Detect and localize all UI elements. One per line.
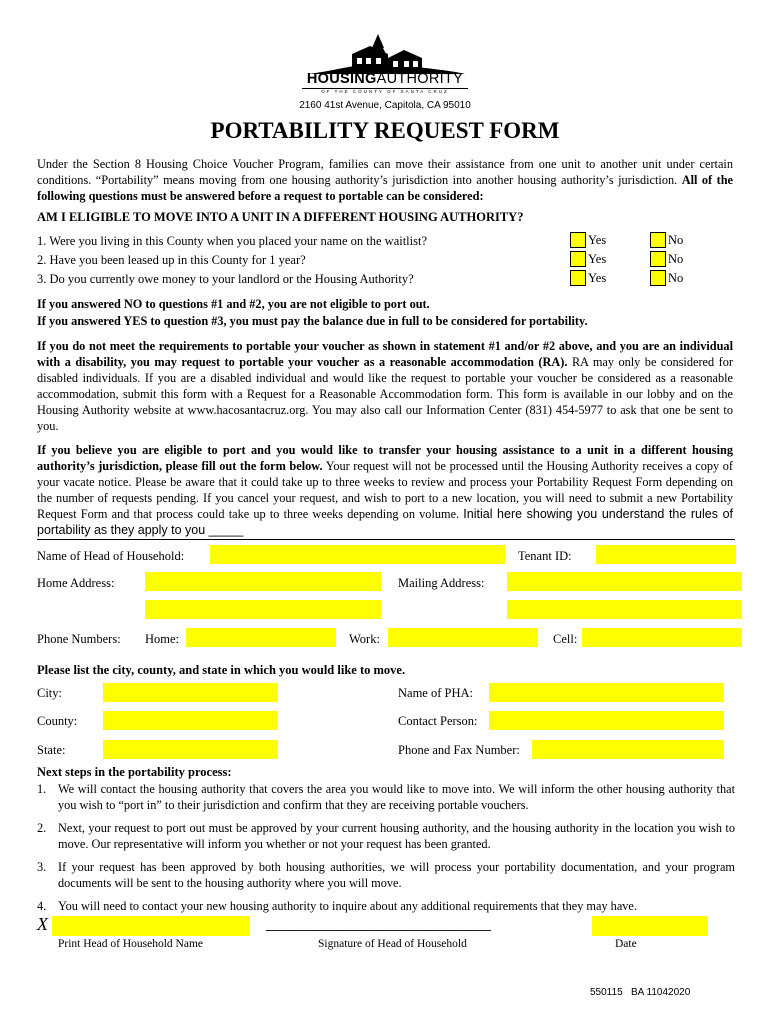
initial-line: Initial here showing you understand the rules of portability as they apply to you _____ [37, 507, 733, 537]
cell-phone-field[interactable] [582, 628, 742, 647]
intro-paragraph [37, 156, 733, 204]
home-phone-field[interactable] [186, 628, 336, 647]
eligibility-note-2: If you answered YES to question #3, you must pay the balance due in full to be considered for portability. [37, 314, 588, 328]
head-name-field[interactable] [210, 545, 505, 564]
date-label: Date [615, 938, 637, 950]
tenant-id-field[interactable] [596, 545, 736, 564]
move-heading: Please list the city, county, and state in which you would like to move. [37, 663, 406, 677]
q3-no-checkbox[interactable] [650, 270, 666, 286]
print-name-field[interactable] [52, 916, 250, 936]
ra-text: RA may only be considered for disabled individuals. If you are a disabled individual and would like the request to portable your voucher be considered as a reasonable accommodation, submit this form with a Request for a Reasonable Accommodation form. This form is available in our lobby and on the Housing Authority website at www.hacosantacruz.org. You may also call our Information Center (831) 454-5977 to ask that one be sent to you. [37, 355, 733, 433]
contact-label: Contact Person: [398, 714, 478, 728]
q2-yes-checkbox[interactable] [570, 251, 586, 267]
eligibility-heading: AM I ELIGIBLE TO MOVE INTO A UNIT IN A DIFFERENT HOUSING AUTHORITY? [37, 210, 524, 224]
print-name-label: Print Head of Household Name [58, 938, 203, 950]
home-address-field-1[interactable] [145, 572, 381, 591]
state-label: State: [37, 743, 66, 757]
q3-yes-checkbox[interactable] [570, 270, 586, 286]
q3-no-label: No [668, 271, 684, 285]
port-paragraph [37, 442, 733, 538]
logo-word-housing: HOUSING [306, 71, 377, 87]
state-field[interactable] [103, 740, 278, 759]
q1-yes-checkbox[interactable] [570, 232, 586, 248]
logo-word-authority: AUTHORITY [376, 71, 464, 87]
mailing-address-label: Mailing Address: [398, 576, 485, 590]
footer-code: 550115 BA 11042020 [590, 987, 691, 998]
step-item: 1. We will contact the housing authority that covers the area you would like to move into. We will inform the other housing authority that you wish to “port in” to their jurisdiction and confirm that they are receiving portable vouchers. [37, 782, 735, 812]
phone-fax-label: Phone and Fax Number: [398, 743, 520, 757]
intro-text: Under the Section 8 Housing Choice Voucher Program, families can move their assistance from one unit to another unit under certain conditions. “Portability” means moving from one housing authority’s jurisdiction into another housing authority’s jurisdiction. [37, 157, 733, 187]
home-phone-label: Home: [145, 632, 180, 646]
city-field[interactable] [103, 683, 278, 702]
home-address-field-2[interactable] [145, 600, 381, 619]
logo-subtitle: OF THE COUNTY OF SANTA CRUZ [321, 89, 449, 94]
step-item: 2. Next, your request to port out must be approved by your current housing authority, and the housing authority in the location you wish to move. Our representative will inform you whether or not your request has been granted. [37, 821, 735, 851]
q1-yes-label: Yes [588, 233, 607, 247]
phone-numbers-label: Phone Numbers: [37, 632, 121, 646]
q1-no-label: No [668, 233, 684, 247]
q2-no-label: No [668, 252, 684, 266]
county-field[interactable] [103, 711, 278, 730]
ra-bold: If you do not meet the requirements to portable your voucher as shown in statement #1 and/or #2 above, and you are an individual with a disability, you may request to portable your voucher as a reasonable accommodation (RA). [37, 339, 733, 369]
pha-field[interactable] [489, 683, 724, 702]
intro-bold: All of the following questions must be answered before a request to portable can be considered: [37, 173, 733, 203]
home-address-label: Home Address: [37, 576, 115, 590]
question-1: 1. Were you living in this County when you placed your name on the waitlist? [37, 234, 428, 248]
tenant-id-label: Tenant ID: [518, 549, 572, 563]
city-label: City: [37, 686, 63, 700]
q2-no-checkbox[interactable] [650, 251, 666, 267]
mailing-address-field-2[interactable] [507, 600, 742, 619]
work-phone-label: Work: [349, 632, 380, 646]
eligibility-note-1: If you answered NO to questions #1 and #2, you are not eligible to port out. [37, 297, 430, 311]
question-2: 2. Have you been leased up in this County for 1 year? [37, 253, 306, 267]
port-bold: If you believe you are eligible to port and you would like to transfer your housing assistance to a unit in a different housing authority’s jurisdiction, please fill out the form below. [37, 443, 733, 473]
mailing-address-field-1[interactable] [507, 572, 742, 591]
date-field[interactable] [592, 916, 708, 936]
work-phone-field[interactable] [388, 628, 538, 647]
q1-no-checkbox[interactable] [650, 232, 666, 248]
steps-heading: Next steps in the portability process: [37, 765, 232, 779]
header-address: 2160 41st Avenue, Capitola, CA 95010 [299, 100, 471, 111]
port-text: Your request will not be processed until the Housing Authority receives a copy of your vacate notice. Please be aware that it could take up to three weeks to review and process your Portability Request Form depending on the number of requests pending. If you cancel your request, and wish to port to a new location, you will need to submit a new Portability Request Form and that process could take up to three weeks depending on volume. [37, 459, 733, 521]
q2-yes-label: Yes [588, 252, 607, 266]
q3-yes-label: Yes [588, 271, 607, 285]
signature-label: Signature of Head of Household [318, 938, 467, 950]
x-mark: X [37, 914, 48, 934]
signature-line[interactable]: ____________________________________ [266, 918, 491, 932]
head-name-label: Name of Head of Household: [37, 549, 185, 563]
question-3: 3. Do you currently owe money to your landlord or the Housing Authority? [37, 272, 414, 286]
contact-field[interactable] [489, 711, 724, 730]
step-item: 3. If your request has been approved by both housing authorities, we will process your portability documentation, and your program documents will be sent to the housing authority where you will move. [37, 860, 735, 890]
step-item: 4. You will need to contact your new housing authority to inquire about any additional requirements that they may have. [37, 899, 637, 913]
cell-phone-label: Cell: [553, 632, 578, 646]
logo-building-icon [300, 30, 470, 74]
pha-label: Name of PHA: [398, 686, 473, 700]
page-title: PORTABILITY REQUEST FORM [210, 118, 560, 143]
county-label: County: [37, 714, 78, 728]
ra-paragraph [37, 338, 733, 434]
logo [300, 30, 470, 98]
phone-fax-field[interactable] [532, 740, 724, 759]
